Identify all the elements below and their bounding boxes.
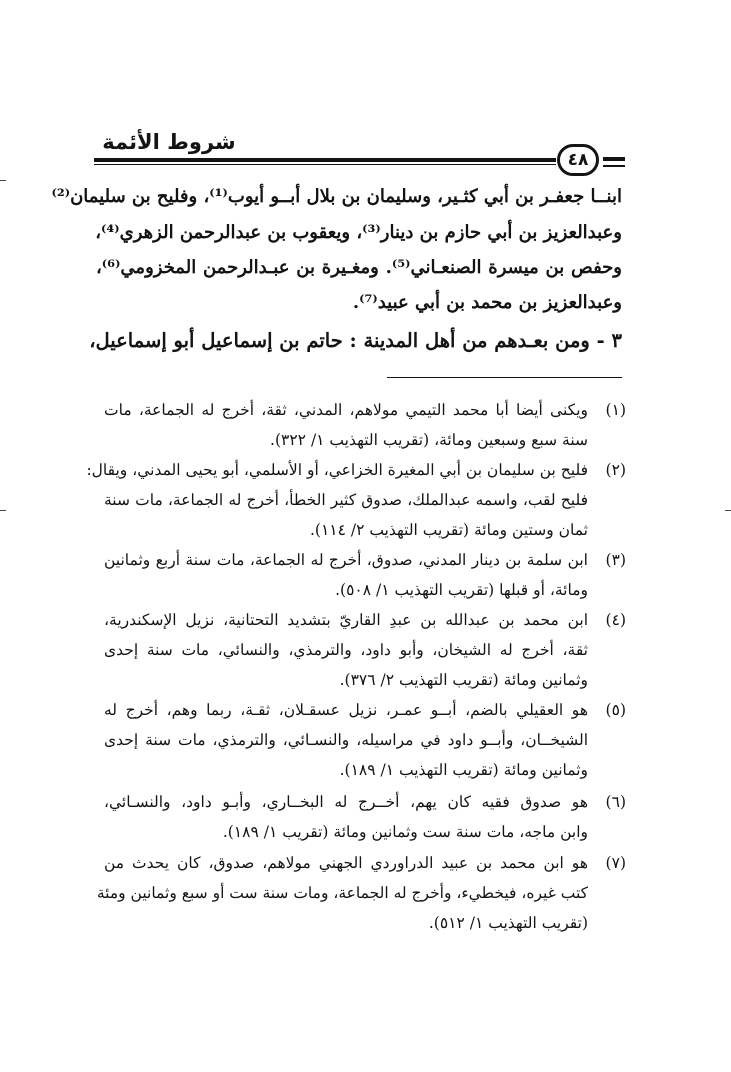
header-rule-thin: [94, 164, 556, 165]
margin-tick-mark: [0, 180, 6, 181]
footnote-number: (١): [605, 401, 626, 419]
footnote-text-line: وثمانين ومائة (تقريب التهذيب ٢/ ٣٧٦).: [339, 671, 588, 689]
section-heading: ٣ - ومن بعـدهم من أهل المدينة : حاتم بن إسماعيل أبو إسماعيل،: [89, 329, 622, 352]
footnote-text-line: ابن محمد بن عبدالله بن عبدِ القاريّ بتشديد التحتانية، نزيل الإسكندرية،: [104, 611, 588, 629]
footnote-number: (٦): [605, 793, 626, 811]
footnote-text-line: وثمانين ومائة (تقريب التهذيب ١/ ١٨٩).: [339, 761, 588, 779]
footnote-number: (٢): [605, 461, 626, 479]
footnote-text-line: ومائة، أو قبلها (تقريب التهذيب ١/ ٥٠٨).: [335, 581, 588, 599]
body-text-line: وعبدالعزيز بن محمد بن أبي عبيد⁽⁷⁾.: [352, 292, 622, 313]
margin-tick-mark: [725, 510, 731, 511]
running-header-book-title: شروط الأئمة: [102, 130, 236, 154]
footnote-text-line: هو صدوق فقيه كان يهم، أخــرج له البخــاري، وأبـو داود، والنسـائي،: [104, 793, 588, 811]
footnote-text-line: وابن ماجه، مات سنة ست وثمانين ومائة (تقريب ١/ ١٨٩).: [222, 823, 588, 841]
header-dash-thin: [603, 165, 625, 167]
header-rule-thick: [94, 158, 556, 162]
footnote-number: (٧): [605, 854, 626, 872]
margin-tick-mark: [0, 510, 6, 511]
footnote-text-line: كتب غيره، فيخطيء، وأخرج له الجماعة، ومات سنة ست أو سبع وثمانين ومئة: [96, 884, 588, 902]
footnote-text-line: هو العقيلي بالضم، أبــو عمـر، نزيل عسقـلان، ثقـة، ربما وهم، أخرج له: [104, 701, 588, 719]
header-dash-thick: [603, 157, 625, 161]
footnote-number: (٣): [605, 551, 626, 569]
footnote-text-line: ثقة، أخرج له الشيخان، وأبو داود، والترمذي، والنسائي، مات سنة إحدى: [104, 641, 588, 659]
body-text-line: وحفص بن ميسرة الصنعـاني⁽⁵⁾. ومغـيرة بن عبـدالرحمن المخزومي⁽⁶⁾،: [96, 257, 622, 278]
footnote-text-line: (تقريب التهذيب ١/ ٥١٢).: [428, 914, 588, 932]
footnote-text-line: فليح بن سليمان بن أبي المغيرة الخزاعي، أو الأسلمي، أبو يحيى المدني، ويقال:: [86, 461, 588, 479]
footnote-number: (٥): [605, 701, 626, 719]
body-text-line: وعبدالعزيز بن أبي حازم بن دينار⁽³⁾، ويعقوب بن عبدالرحمن الزهري⁽⁴⁾،: [95, 222, 622, 243]
footnote-number: (٤): [605, 611, 626, 629]
footnote-text-line: الشيخــان، وأبــو داود في مراسيله، والنسـائي، والترمذي، مات سنة إحدى: [104, 731, 588, 749]
footnote-text-line: فليح لقب، واسمه عبدالملك، صدوق كثير الخطأ، أخرج له الجماعة، مات سنة: [104, 491, 588, 509]
body-text-line: ابنــا جعفـر بن أبي كثـير، وسليمان بن بلال أبــو أيوب⁽¹⁾، وفليح بن سليمان⁽²⁾: [51, 186, 622, 207]
footnote-text-line: هو ابن محمد بن عبيد الدراوردي الجهني مولاهم، صدوق، كان يحدث من: [104, 854, 588, 872]
footnote-text-line: ويكنى أيضا أبا محمد التيمي مولاهم، المدني، ثقة، أخرج له الجماعة، مات: [104, 401, 588, 419]
footnote-text-line: ابن سلمة بن دينار المدني، صدوق، أخرج له الجماعة، مات سنة أربع وثمانين: [104, 551, 588, 569]
footnote-separator: [387, 377, 622, 378]
footnote-text-line: ثمان وستين ومائة (تقريب التهذيب ٢/ ١١٤).: [309, 521, 588, 539]
page-number-badge: ٤٨: [557, 144, 599, 176]
footnote-text-line: سنة سبع وسبعين ومائة، (تقريب التهذيب ١/ ٣٢٢).: [270, 431, 588, 449]
